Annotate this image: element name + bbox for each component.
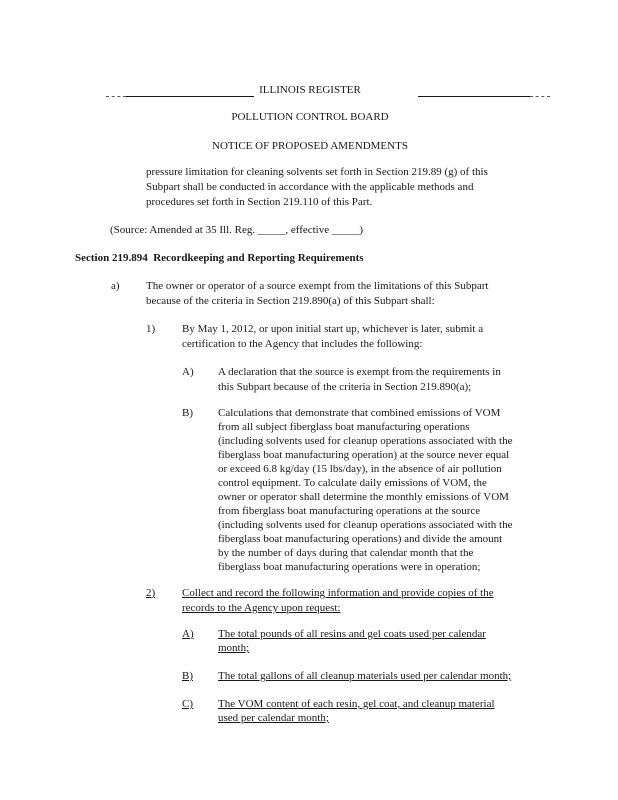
section-title: Recordkeeping and Reporting Requirements — [153, 252, 364, 264]
item-text-line: The total gallons of all cleanup materials used per calendar month; — [218, 670, 512, 682]
intro-line: Subpart shall be conducted in accordance with the applicable methods and — [146, 181, 474, 193]
item-text-line: from fiberglass boat manufacturing operations at the source — [218, 505, 481, 517]
header-dash-left — [106, 96, 126, 97]
item-text-line: records to the Agency upon request: — [182, 602, 341, 614]
agency-name: POLLUTION CONTROL BOARD — [231, 111, 389, 123]
intro-line: pressure limitation for cleaning solvents set forth in Section 219.89 (g) of this — [146, 166, 488, 178]
section-number: Section 219.894 — [75, 252, 148, 264]
item-text-line: (including solvents used for cleanup operations associated with the — [218, 435, 513, 447]
item-text-line: A declaration that the source is exempt from the requirements in — [218, 366, 501, 378]
item-text-line: owner or operator shall determine the monthly emissions of VOM — [218, 491, 509, 503]
item-label: 1) — [146, 323, 156, 335]
item-text-line: Collect and record the following information and provide copies of the — [182, 587, 494, 599]
item-label: 2) — [146, 587, 156, 599]
item-text-line: because of the criteria in Section 219.890(a) of this Subpart shall: — [146, 295, 435, 307]
header-dash-right — [530, 96, 550, 97]
item-text-line: control equipment. To calculate daily emissions of VOM, the — [218, 477, 487, 489]
item-label: A) — [182, 366, 194, 378]
section-heading — [75, 251, 364, 266]
header-rule-left — [126, 96, 254, 97]
notice-title: NOTICE OF PROPOSED AMENDMENTS — [212, 140, 408, 152]
item-text-line: fiberglass boat manufacturing operations were in operation; — [218, 561, 481, 573]
item-label: C) — [182, 698, 193, 710]
item-text-line: month; — [218, 642, 250, 654]
item-text-line: The owner or operator of a source exempt from the limitations of this Subpart — [146, 280, 489, 292]
item-text-line: by the number of days during that calendar month that the — [218, 547, 474, 559]
source-note: (Source: Amended at 35 Ill. Reg. _____, effective _____) — [110, 224, 364, 236]
item-label: A) — [182, 628, 194, 640]
item-text-line: The VOM content of each resin, gel coat, and cleanup material — [218, 698, 495, 710]
item-label: B) — [182, 407, 193, 419]
item-text-line: or exceed 6.8 kg/day (15 lbs/day), in the absence of air pollution — [218, 463, 502, 475]
item-text-line: Calculations that demonstrate that combined emissions of VOM — [218, 407, 501, 419]
item-text-line: from all subject fiberglass boat manufacturing operations — [218, 421, 470, 433]
item-text-line: The total pounds of all resins and gel coats used per calendar — [218, 628, 486, 640]
item-text-line: By May 1, 2012, or upon initial start up, whichever is later, submit a — [182, 323, 484, 335]
item-text-line: fiberglass boat manufacturing operation) at the source never equal — [218, 449, 510, 461]
item-text-line: fiberglass boat manufacturing operations) and divide the amount — [218, 533, 503, 545]
item-text-line: used per calendar month; — [218, 712, 329, 724]
item-label: a) — [111, 280, 120, 292]
item-text-line: (including solvents used for cleanup operations associated with the — [218, 519, 513, 531]
item-text-line: this Subpart because of the criteria in Section 219.890(a); — [218, 381, 472, 393]
item-label: B) — [182, 670, 193, 682]
item-text-line: certification to the Agency that includes the following: — [182, 338, 423, 350]
intro-line: procedures set forth in Section 219.110 of this Part. — [146, 196, 373, 208]
register-title: ILLINOIS REGISTER — [259, 84, 361, 96]
header-rule-right — [418, 96, 530, 97]
